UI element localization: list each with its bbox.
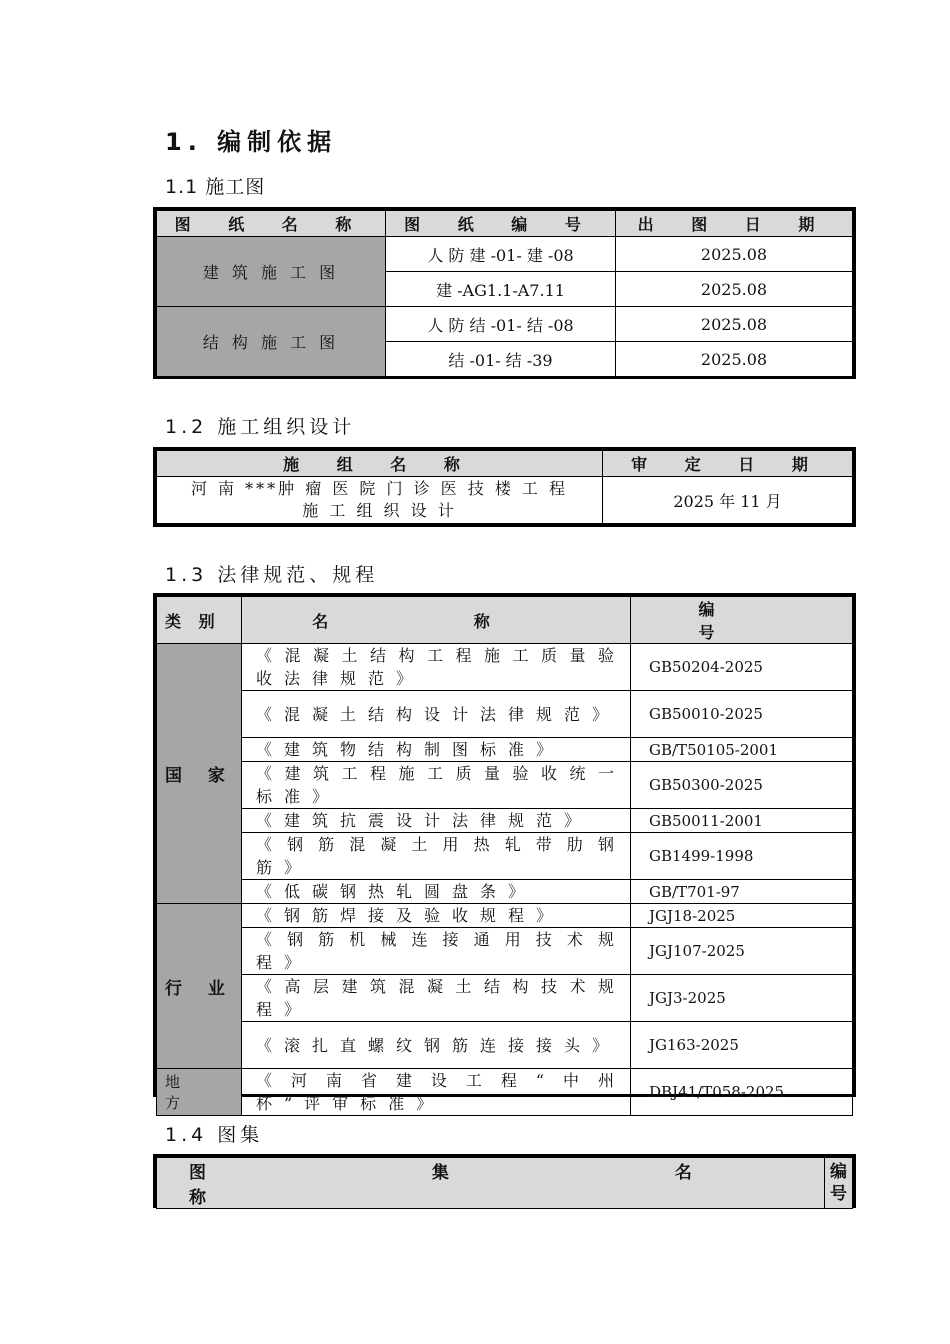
construction-org-table	[153, 447, 856, 527]
category-industry: 行 业	[157, 904, 242, 1069]
standard-code: JG163-2025	[631, 1022, 853, 1069]
drawing-code: 建 -AG1.1-A7.11	[386, 272, 616, 307]
col-header-issue-date: 出 图 日 期	[616, 211, 853, 237]
col-header-code: 编 号	[631, 597, 853, 644]
drawing-code: 结 -01- 结 -39	[386, 342, 616, 377]
drawing-code: 人 防 结 -01- 结 -08	[386, 307, 616, 342]
standard-name: 《混凝土结构设计法律规范》	[242, 691, 631, 738]
standard-name: 《建筑工程施工质量验收统一标准》	[242, 762, 631, 809]
standard-name: 《河南省建设工程“中州杯”评审标准》	[242, 1069, 631, 1116]
section-title-1-2: 1.2 施工组织设计	[165, 416, 356, 438]
col-header-category: 类 别	[157, 597, 242, 644]
standard-code: GB/T50105-2001	[631, 738, 853, 762]
standard-code: JGJ3-2025	[631, 975, 853, 1022]
standard-name: 《建筑物结构制图标准》	[242, 738, 631, 762]
col-header-drawing-name: 图 纸 名 称	[157, 211, 386, 237]
standard-name: 《低碳钢热轧圆盘条》	[242, 880, 631, 904]
standard-code: GB50010-2025	[631, 691, 853, 738]
col-header-drawing-no: 图 纸 编 号	[386, 211, 616, 237]
standard-name: 《建筑抗震设计法律规范》	[242, 809, 631, 833]
drawing-date: 2025.08	[616, 272, 853, 307]
drawings-table	[153, 207, 856, 379]
section-title-1-4: 1.4 图集	[165, 1124, 264, 1146]
section-title-1-3: 1.3 法律规范、规程	[165, 564, 379, 586]
standard-code: GB1499-1998	[631, 833, 853, 880]
standard-name: 《钢筋机械连接通用技术规程》	[242, 928, 631, 975]
col-header-atlas-name: 图 集 名 称	[157, 1158, 825, 1209]
col-header-plan-name: 施 组 名 称	[157, 451, 603, 477]
page-title: 1. 编制依据	[165, 128, 338, 156]
standard-code: JGJ107-2025	[631, 928, 853, 975]
drawing-date: 2025.08	[616, 307, 853, 342]
drawing-date: 2025.08	[616, 237, 853, 272]
category-national: 国 家	[157, 644, 242, 904]
atlas-table	[153, 1154, 856, 1208]
standard-name: 《钢筋混凝土用热轧带肋钢筋》	[242, 833, 631, 880]
plan-name-line1: 河 南 ***肿 瘤 医 院 门 诊 医 技 楼 工 程	[190, 479, 569, 498]
standard-name: 《钢筋焊接及验收规程》	[242, 904, 631, 928]
standard-name: 《混凝土结构工程施工质量验收法律规范》	[242, 644, 631, 691]
standard-code: GB50011-2001	[631, 809, 853, 833]
drawing-date: 2025.08	[616, 342, 853, 377]
group-name: 结 构 施 工 图	[157, 307, 386, 377]
drawing-code: 人 防 建 -01- 建 -08	[386, 237, 616, 272]
approval-date: 2025 年 11 月	[603, 477, 853, 524]
col-header-atlas-code: 编 号	[830, 1162, 847, 1204]
plan-name-line2: 施 工 组 织 设 计	[302, 501, 457, 520]
standard-code: JGJ18-2025	[631, 904, 853, 928]
standard-code: GB50204-2025	[631, 644, 853, 691]
group-name: 建 筑 施 工 图	[157, 237, 386, 307]
standards-table	[153, 593, 856, 1113]
standard-name: 《滚扎直螺纹钢筋连接接头》	[242, 1022, 631, 1069]
standard-code: GB50300-2025	[631, 762, 853, 809]
col-header-name: 名 称	[242, 597, 631, 644]
section-title-1-1: 1.1 施工图	[165, 176, 266, 198]
col-header-approval-date: 审 定 日 期	[603, 451, 853, 477]
standard-code: DBJ41/T058-2025	[631, 1069, 853, 1116]
standard-name: 《高层建筑混凝土结构技术规程》	[242, 975, 631, 1022]
standard-code: GB/T701-97	[631, 880, 853, 904]
category-local: 地 方	[157, 1069, 242, 1116]
